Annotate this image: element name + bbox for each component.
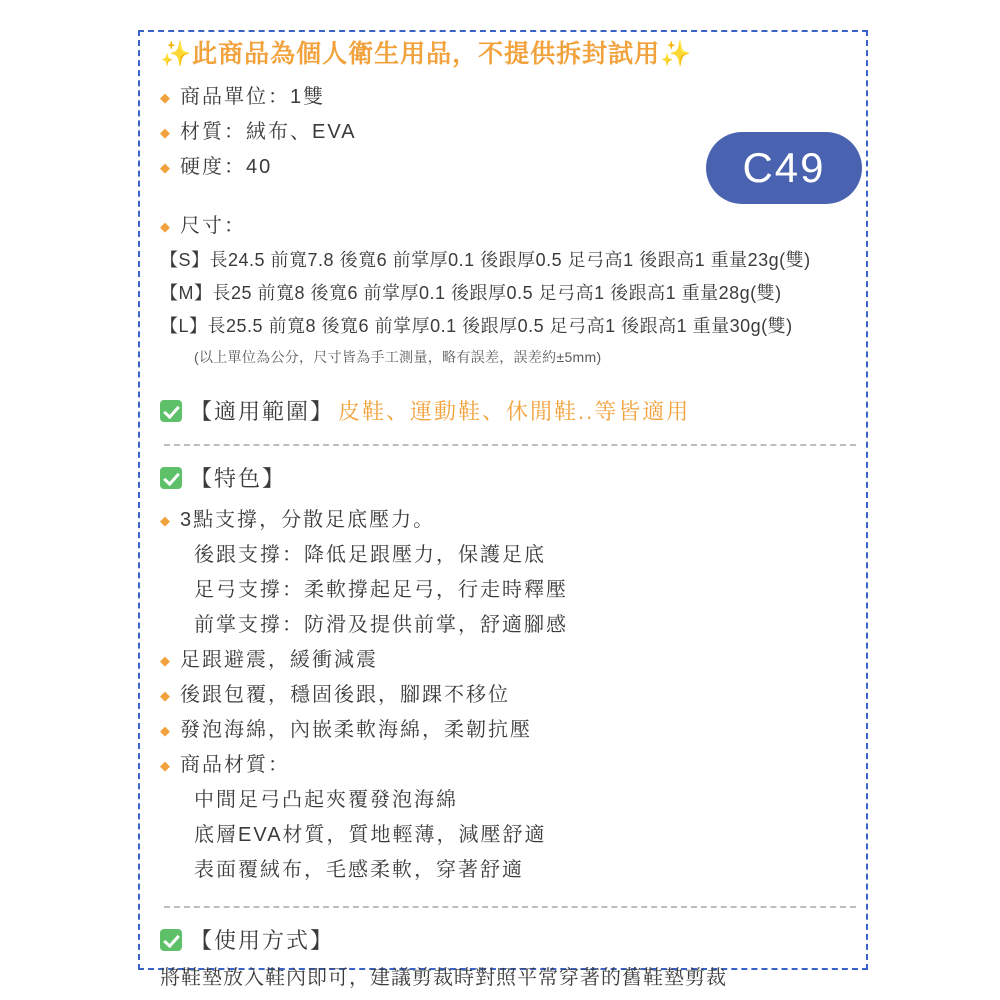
check-icon [160,467,182,489]
material-detail: 表面覆絨布，毛感柔軟，穿著舒適 [194,859,524,882]
size-table [160,244,860,368]
diamond-bullet-icon: ◆ [160,758,172,774]
diamond-bullet-icon: ◆ [160,124,172,140]
diamond-bullet-icon: ◆ [160,688,172,704]
usage-text: 將鞋墊放入鞋內即可，建議剪裁時對照平常穿著的舊鞋墊剪裁 [160,967,727,990]
feature-text: 發泡海綿，內嵌柔軟海綿，柔韌抗壓 [180,719,532,742]
hygiene-notice: ✨此商品為個人衛生用品，不提供拆封試用✨ [160,40,693,68]
list-item [160,150,860,185]
check-icon [160,400,182,422]
size-section-label [160,209,860,244]
list-item [160,713,860,748]
scope-section-header [160,395,860,426]
usage-section-header [160,924,860,955]
table-row: 【M】長25 前寬8 後寬6 前掌厚0.1 後跟厚0.5 足弓高1 後跟高1 重量28g(雙) [160,282,782,303]
diamond-bullet-icon: ◆ [160,89,172,105]
diamond-bullet-icon: ◆ [160,218,172,234]
diamond-bullet-icon: ◆ [160,653,172,669]
divider [164,906,856,908]
scope-value: 皮鞋、運動鞋、休閒鞋..等皆適用 [338,399,691,425]
diamond-bullet-icon: ◆ [160,723,172,739]
basic-info-list [160,80,860,185]
support-detail: 前掌支撐：防滑及提供前掌，舒適腳感 [194,614,568,637]
basic-info-text: 材質：絨布、EVA [180,120,357,143]
list-item [160,115,860,150]
content-area [160,36,860,995]
material-detail: 中間足弓凸起夾覆發泡海綿 [194,789,458,812]
diamond-bullet-icon: ◆ [160,513,172,529]
scope-title: 【適用範圍】 [190,399,335,425]
material-detail: 底層EVA材質，質地輕薄，減壓舒適 [194,824,547,847]
basic-info-text: 商品單位：1雙 [180,85,326,108]
divider [164,444,856,446]
list-item [160,643,860,678]
list-item [160,748,860,783]
support-detail: 足弓支撐：柔軟撐起足弓，行走時釋壓 [194,579,568,602]
features-list [160,503,860,888]
feature-text: 商品材質： [180,754,290,777]
product-code-badge: C49 [706,132,862,204]
feature-text: 後跟包覆，穩固後跟，腳踝不移位 [180,684,510,707]
usage-title: 【使用方式】 [190,928,335,954]
diamond-bullet-icon: ◆ [160,159,172,175]
support-detail: 後跟支撐：降低足跟壓力，保護足底 [194,544,546,567]
check-icon [160,929,182,951]
list-item [160,503,860,538]
table-row: 【L】長25.5 前寬8 後寬6 前掌厚0.1 後跟厚0.5 足弓高1 後跟高1 重量30g(雙) [160,316,793,337]
list-item [160,678,860,713]
basic-info-text: 硬度：40 [180,155,273,178]
feature-text: 3點支撐，分散足底壓力。 [180,509,436,532]
features-section-header [160,462,860,493]
measurement-note: (以上單位為公分，尺寸皆為手工測量，略有誤差，誤差約±5mm) [194,349,602,366]
list-item [160,80,860,115]
table-row: 【S】長24.5 前寬7.8 後寬6 前掌厚0.1 後跟厚0.5 足弓高1 後跟高1 重量23g(雙) [160,249,811,270]
size-label-text: 尺寸： [180,214,246,237]
feature-text: 足跟避震，緩衝減震 [180,649,378,672]
features-title: 【特色】 [190,466,287,492]
